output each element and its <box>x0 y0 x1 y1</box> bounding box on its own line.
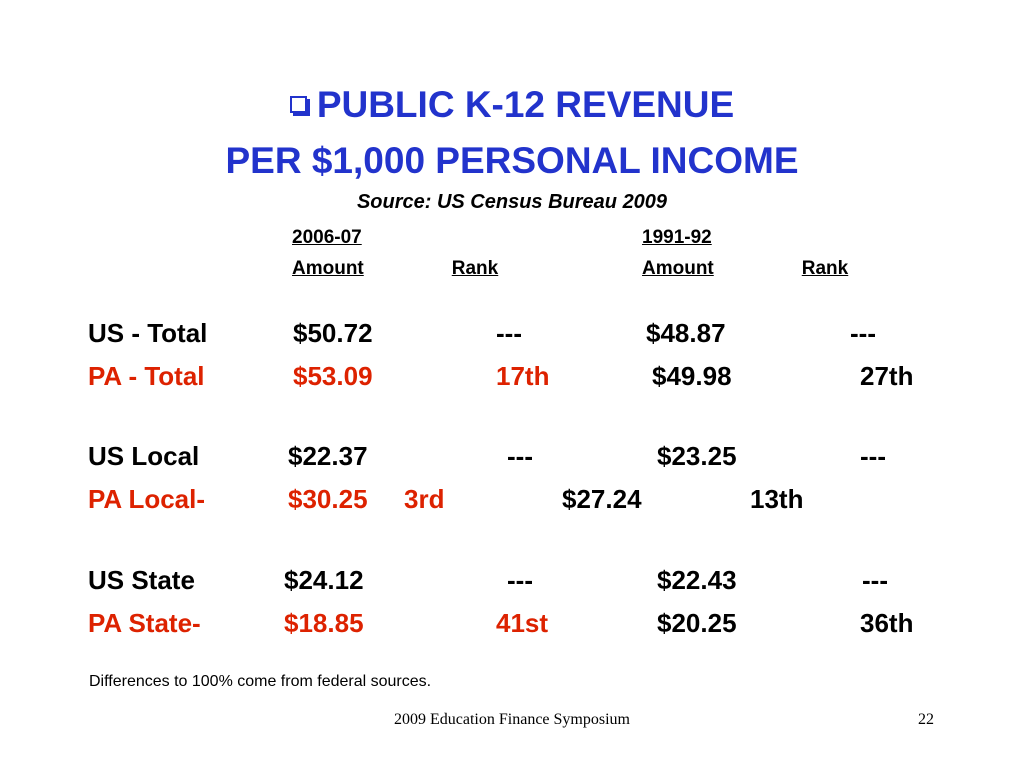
row-amount-2006-07: $53.09 <box>293 361 373 391</box>
title-line1-text: PUBLIC K-12 REVENUE <box>316 84 735 125</box>
row-amount-1991-92: $27.24 <box>562 484 642 514</box>
header-amount-2: Amount <box>642 258 714 279</box>
slide-title-line2: PER $1,000 PERSONAL INCOME <box>225 140 799 181</box>
row-label: US State <box>88 565 195 595</box>
row-amount-1991-92: $20.25 <box>657 608 737 638</box>
row-rank-1991-92: --- <box>862 565 888 595</box>
row-rank-2006-07: --- <box>496 318 522 348</box>
row-amount-2006-07: $24.12 <box>284 565 364 595</box>
row-rank-2006-07: --- <box>507 441 533 471</box>
row-rank-1991-92: 36th <box>860 608 914 638</box>
row-amount-2006-07: $30.25 <box>288 484 368 514</box>
row-amount-2006-07: $22.37 <box>288 441 368 471</box>
row-amount-1991-92: $49.98 <box>652 361 732 391</box>
slide-title-line1 <box>0 83 1024 127</box>
row-rank-2006-07: 17th <box>496 361 550 391</box>
header-rank-2: Rank <box>801 258 849 279</box>
footer-event-name: 2009 Education Finance Symposium <box>394 711 630 728</box>
row-label: PA - Total <box>88 361 205 391</box>
row-rank-1991-92: 27th <box>860 361 914 391</box>
row-rank-1991-92: --- <box>860 441 886 471</box>
header-rank-1: Rank <box>451 258 499 279</box>
row-rank-1991-92: 13th <box>750 484 804 514</box>
row-label: PA State- <box>88 608 201 638</box>
page-number: 22 <box>918 711 934 728</box>
row-rank-2006-07: 41st <box>496 608 549 638</box>
header-amount-1: Amount <box>292 258 364 279</box>
footnote: Differences to 100% come from federal sources. <box>89 673 432 690</box>
row-amount-2006-07: $50.72 <box>293 318 373 348</box>
row-rank-1991-92: --- <box>850 318 876 348</box>
row-amount-1991-92: $23.25 <box>657 441 737 471</box>
row-rank-2006-07: 3rd <box>404 484 445 514</box>
row-amount-1991-92: $22.43 <box>657 565 737 595</box>
header-period-2006-07: 2006-07 <box>292 227 362 248</box>
row-amount-2006-07: $18.85 <box>284 608 364 638</box>
row-rank-2006-07: --- <box>507 565 533 595</box>
row-label: PA Local- <box>88 484 206 514</box>
source-citation: Source: US Census Bureau 2009 <box>356 191 668 213</box>
row-label: US Local <box>88 441 200 471</box>
row-amount-1991-92: $48.87 <box>646 318 726 348</box>
checkbox-bullet-icon <box>290 96 307 113</box>
header-period-1991-92: 1991-92 <box>642 227 712 248</box>
header-amount-rank-2006-07 <box>292 258 534 280</box>
header-amount-rank-1991-92 <box>642 258 884 280</box>
row-label: US - Total <box>88 318 208 348</box>
